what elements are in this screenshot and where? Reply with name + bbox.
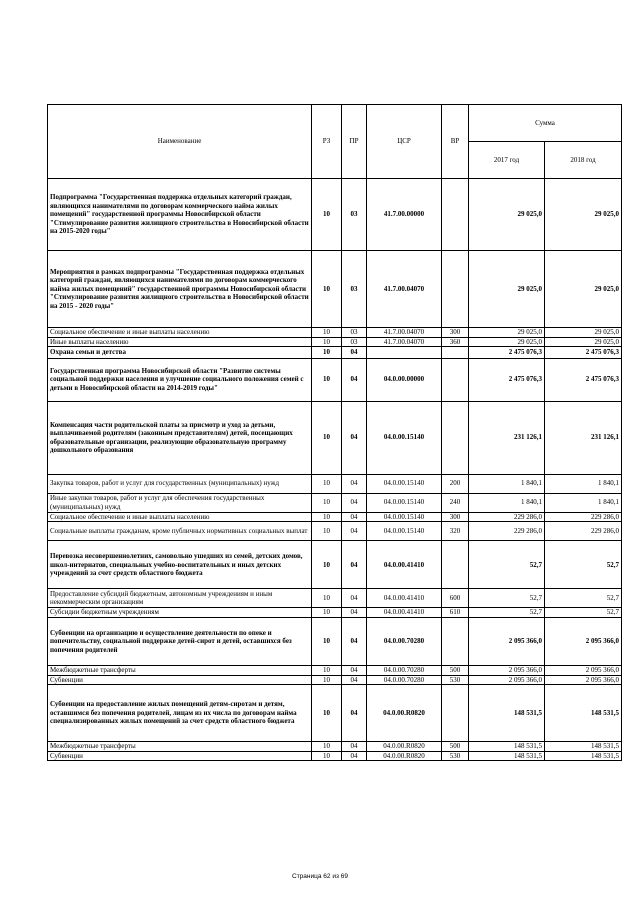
row-sum-2017: 2 475 076,3	[469, 347, 545, 359]
row-csr: 04.0.00.70280	[367, 665, 442, 675]
table-row	[48, 608, 622, 618]
row-csr: 41.7.00.00000	[367, 179, 442, 251]
row-csr: 04.0.00.15140	[367, 401, 442, 474]
col-2017-header: 2017 год	[469, 142, 545, 179]
row-sum-2018: 229 286,0	[545, 512, 622, 522]
row-rz: 10	[312, 742, 342, 752]
row-sum-2017: 29 025,0	[469, 179, 545, 251]
row-pr: 04	[342, 589, 367, 608]
row-name: Межбюджетные трансферты	[48, 665, 312, 675]
row-name: Иные выплаты населению	[48, 337, 312, 347]
row-sum-2018: 2 095 366,0	[545, 665, 622, 675]
row-sum-2018: 1 840,1	[545, 474, 622, 493]
col-pr-header: ПР	[342, 105, 367, 179]
row-pr: 04	[342, 358, 367, 401]
row-sum-2017: 52,7	[469, 541, 545, 589]
row-csr: 04.0.00.15140	[367, 522, 442, 541]
row-sum-2018: 52,7	[545, 608, 622, 618]
col-vr-header: ВР	[442, 105, 469, 179]
row-sum-2018: 52,7	[545, 541, 622, 589]
row-vr: 300	[442, 328, 469, 338]
page-number: Страница 62 из 69	[292, 873, 348, 880]
col-2018-header: 2018 год	[545, 142, 622, 179]
row-rz: 10	[312, 617, 342, 665]
row-sum-2018: 231 126,1	[545, 401, 622, 474]
row-sum-2018: 29 025,0	[545, 179, 622, 251]
row-name: Перевозка несовершеннолетних, самовольно ушедших из семей, детских домов, школ-интернатов, специальных учебно-воспитательных и иных детских учреждений за счет средств областного бюджета	[48, 541, 312, 589]
row-rz: 10	[312, 751, 342, 761]
row-sum-2018: 2 475 076,3	[545, 358, 622, 401]
row-rz: 10	[312, 541, 342, 589]
row-pr: 04	[342, 493, 367, 512]
row-vr: 500	[442, 742, 469, 752]
row-sum-2017: 229 286,0	[469, 512, 545, 522]
row-vr	[442, 347, 469, 359]
row-csr	[367, 347, 442, 359]
row-sum-2017: 52,7	[469, 608, 545, 618]
row-name: Субвенции на предоставление жилых помещений детям-сиротам и детям, оставшимся без попечения родителей, лицам из их числа по договорам найма специализированных жилых помещений за счет средств областного бюджета	[48, 685, 312, 742]
table-row	[48, 358, 622, 401]
row-sum-2018: 52,7	[545, 589, 622, 608]
row-vr: 600	[442, 589, 469, 608]
row-sum-2018: 2 095 366,0	[545, 675, 622, 685]
row-name: Государственная программа Новосибирской области "Развитие системы социальной поддержки населения и улучшение социального положения семей с детьми в Новосибирской области на 2014-2019 годы"	[48, 358, 312, 401]
row-csr: 04.0.00.R0820	[367, 742, 442, 752]
row-csr: 04.0.00.15140	[367, 493, 442, 512]
table-body	[48, 179, 622, 761]
row-pr: 04	[342, 401, 367, 474]
row-pr: 04	[342, 347, 367, 359]
row-pr: 04	[342, 512, 367, 522]
row-name: Закупка товаров, работ и услуг для государственных (муниципальных) нужд	[48, 474, 312, 493]
row-name: Охрана семьи и детства	[48, 347, 312, 359]
row-rz: 10	[312, 522, 342, 541]
row-sum-2017: 1 840,1	[469, 493, 545, 512]
row-sum-2018: 2 475 076,3	[545, 347, 622, 359]
row-pr: 03	[342, 337, 367, 347]
row-vr	[442, 358, 469, 401]
row-sum-2017: 148 531,5	[469, 685, 545, 742]
row-name: Иные закупки товаров, работ и услуг для обеспечения государственных (муниципальных) нужд	[48, 493, 312, 512]
row-sum-2018: 29 025,0	[545, 328, 622, 338]
row-name: Социальное обеспечение и иные выплаты населению	[48, 512, 312, 522]
row-vr	[442, 617, 469, 665]
row-csr: 04.0.00.70280	[367, 617, 442, 665]
row-pr: 04	[342, 522, 367, 541]
row-name: Компенсация части родительской платы за присмотр и уход за детьми, выплачиваемой родителям (законным представителям) детей, посещающих образовательные организации, реализующие образовательную программу дошкольного образования	[48, 401, 312, 474]
table-row	[48, 179, 622, 251]
row-vr: 240	[442, 493, 469, 512]
row-vr: 500	[442, 665, 469, 675]
row-sum-2017: 231 126,1	[469, 401, 545, 474]
table-row	[48, 751, 622, 761]
row-rz: 10	[312, 608, 342, 618]
row-sum-2017: 29 025,0	[469, 328, 545, 338]
row-vr	[442, 541, 469, 589]
col-rz-header: РЗ	[312, 105, 342, 179]
table-row	[48, 512, 622, 522]
row-sum-2017: 29 025,0	[469, 251, 545, 328]
row-name: Межбюджетные трансферты	[48, 742, 312, 752]
row-rz: 10	[312, 328, 342, 338]
budget-table	[47, 104, 622, 761]
row-pr: 04	[342, 474, 367, 493]
row-rz: 10	[312, 251, 342, 328]
row-vr: 300	[442, 512, 469, 522]
table-row	[48, 617, 622, 665]
row-vr: 610	[442, 608, 469, 618]
row-rz: 10	[312, 589, 342, 608]
row-pr: 04	[342, 541, 367, 589]
row-name: Социальное обеспечение и иные выплаты населению	[48, 328, 312, 338]
table-header	[48, 105, 622, 179]
row-csr: 41.7.00.04070	[367, 328, 442, 338]
row-rz: 10	[312, 347, 342, 359]
row-pr: 04	[342, 742, 367, 752]
row-rz: 10	[312, 665, 342, 675]
table-row	[48, 685, 622, 742]
row-sum-2017: 2 095 366,0	[469, 665, 545, 675]
table-row	[48, 493, 622, 512]
table-row	[48, 401, 622, 474]
row-csr: 04.0.00.41410	[367, 541, 442, 589]
col-csr-header: ЦСР	[367, 105, 442, 179]
table-row	[48, 675, 622, 685]
table-row	[48, 522, 622, 541]
row-sum-2017: 2 095 366,0	[469, 617, 545, 665]
row-name: Субвенции	[48, 751, 312, 761]
table-row	[48, 474, 622, 493]
row-vr: 530	[442, 751, 469, 761]
row-rz: 10	[312, 493, 342, 512]
row-vr: 530	[442, 675, 469, 685]
table-row	[48, 589, 622, 608]
row-rz: 10	[312, 675, 342, 685]
table-row	[48, 251, 622, 328]
row-csr: 04.0.00.41410	[367, 589, 442, 608]
row-sum-2018: 2 095 366,0	[545, 617, 622, 665]
row-rz: 10	[312, 358, 342, 401]
row-pr: 04	[342, 685, 367, 742]
row-pr: 03	[342, 179, 367, 251]
row-sum-2017: 148 531,5	[469, 751, 545, 761]
row-pr: 04	[342, 751, 367, 761]
row-rz: 10	[312, 337, 342, 347]
row-name: Субвенции	[48, 675, 312, 685]
row-sum-2017: 2 095 366,0	[469, 675, 545, 685]
row-vr: 200	[442, 474, 469, 493]
row-pr: 04	[342, 675, 367, 685]
row-sum-2018: 29 025,0	[545, 337, 622, 347]
col-sum-header: Сумма	[469, 105, 622, 142]
row-pr: 03	[342, 328, 367, 338]
row-name: Субсидии бюджетным учреждениям	[48, 608, 312, 618]
row-vr	[442, 179, 469, 251]
row-vr: 320	[442, 522, 469, 541]
row-name: Предоставление субсидий бюджетным, автономным учреждениям и иным некоммерческим организациям	[48, 589, 312, 608]
row-rz: 10	[312, 512, 342, 522]
row-sum-2018: 148 531,5	[545, 751, 622, 761]
row-sum-2017: 29 025,0	[469, 337, 545, 347]
row-name: Социальные выплаты гражданам, кроме публичных нормативных социальных выплат	[48, 522, 312, 541]
row-rz: 10	[312, 474, 342, 493]
row-rz: 10	[312, 179, 342, 251]
row-vr	[442, 401, 469, 474]
row-sum-2017: 229 286,0	[469, 522, 545, 541]
row-pr: 04	[342, 608, 367, 618]
row-sum-2017: 2 475 076,3	[469, 358, 545, 401]
row-csr: 04.0.00.15140	[367, 474, 442, 493]
row-csr: 04.0.00.70280	[367, 675, 442, 685]
row-vr	[442, 685, 469, 742]
row-rz: 10	[312, 685, 342, 742]
row-csr: 41.7.00.04070	[367, 337, 442, 347]
col-name-header: Наименование	[48, 105, 312, 179]
row-sum-2017: 1 840,1	[469, 474, 545, 493]
table-row	[48, 665, 622, 675]
row-sum-2018: 1 840,1	[545, 493, 622, 512]
row-sum-2018: 29 025,0	[545, 251, 622, 328]
row-csr: 04.0.00.15140	[367, 512, 442, 522]
row-name: Субвенции на организацию и осуществление деятельности по опеке и попечительству, социальной поддержке детей-сирот и детей, оставшихся без попечения родителей	[48, 617, 312, 665]
row-vr	[442, 251, 469, 328]
row-csr: 41.7.00.04070	[367, 251, 442, 328]
row-sum-2017: 148 531,5	[469, 742, 545, 752]
table-row	[48, 328, 622, 338]
row-sum-2018: 229 286,0	[545, 522, 622, 541]
row-pr: 04	[342, 665, 367, 675]
table-row	[48, 541, 622, 589]
row-sum-2017: 52,7	[469, 589, 545, 608]
table-row	[48, 337, 622, 347]
row-pr: 03	[342, 251, 367, 328]
row-name: Мероприятия в рамках подпрограммы "Государственная поддержка отдельных категорий граждан, являющихся нанимателями по договорам коммерческого найма жилых помещений" государственной программы Новосибирской области "Стимулирование развития жилищного строительства в Новосибирской области на 2015 - 2020 годы"	[48, 251, 312, 328]
row-sum-2018: 148 531,5	[545, 685, 622, 742]
row-csr: 04.0.00.00000	[367, 358, 442, 401]
row-csr: 04.0.00.41410	[367, 608, 442, 618]
row-csr: 04.0.00.R0820	[367, 751, 442, 761]
row-csr: 04.0.00.R0820	[367, 685, 442, 742]
row-pr: 04	[342, 617, 367, 665]
table-row	[48, 347, 622, 359]
row-vr: 360	[442, 337, 469, 347]
row-rz: 10	[312, 401, 342, 474]
table-row	[48, 742, 622, 752]
row-name: Подпрограмма "Государственная поддержка отдельных категорий граждан, являющихся нанимателями по договорам коммерческого найма жилых помещений" государственной программы Новосибирской области "Стимулирование развития жилищного строительства в Новосибирской области на 2015-2020 годы"	[48, 179, 312, 251]
row-sum-2018: 148 531,5	[545, 742, 622, 752]
